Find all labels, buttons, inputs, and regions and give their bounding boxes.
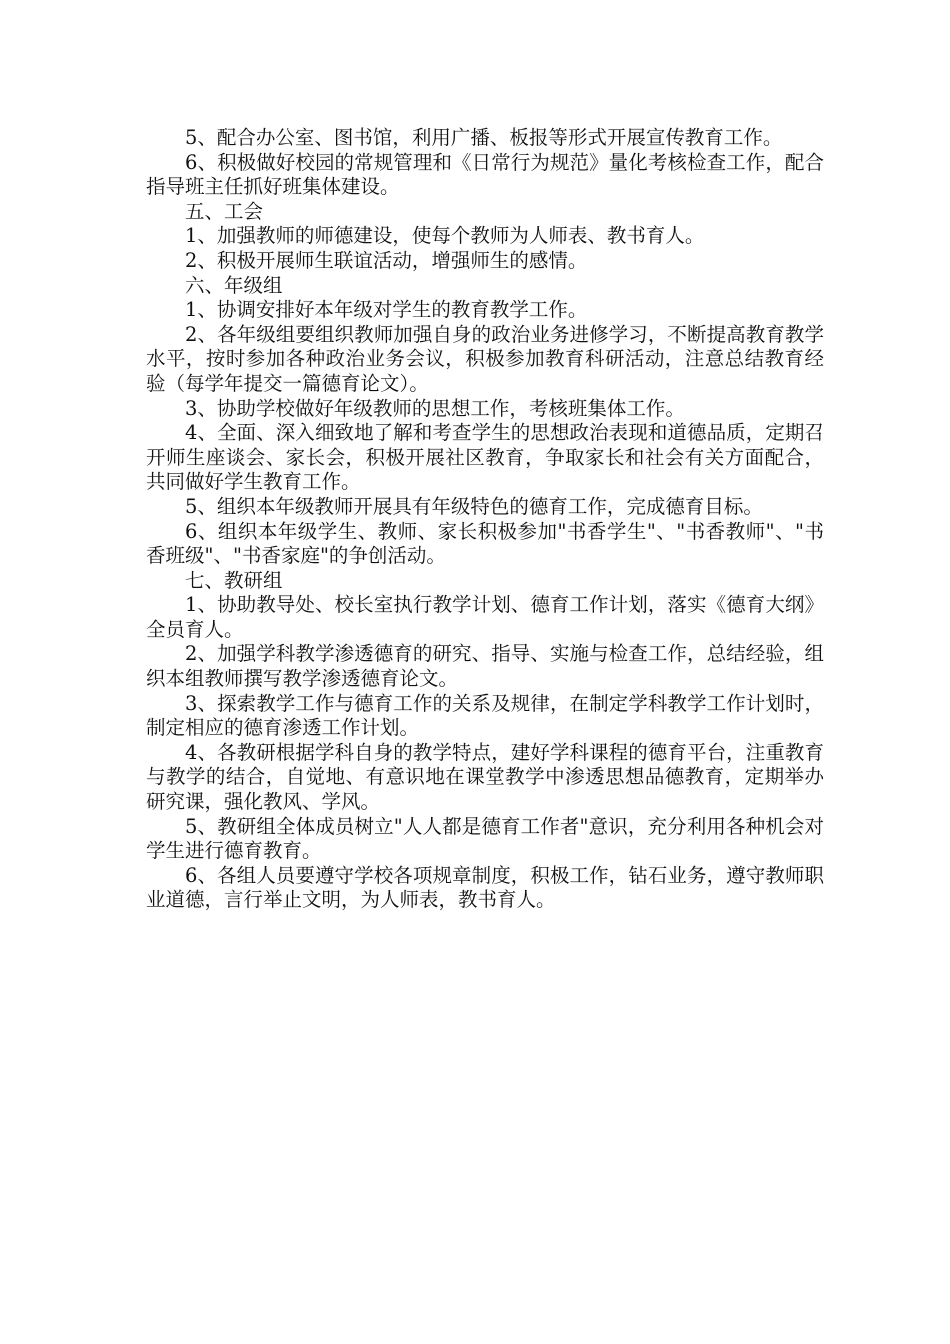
paragraph-research-item-4: 4、各教研根据学科自身的教学特点，建好学科课程的德育平台，注重教育与教学的结合，自觉地、有意识地在课堂教学中渗透思想品德教育，定期举办研究课，强化教风、学风。 (146, 740, 824, 814)
paragraph-research-item-5: 5、教研组全体成员树立"人人都是德育工作者"意识，充分利用各种机会对学生进行德育教育。 (146, 814, 824, 863)
document-body (146, 126, 824, 913)
paragraph-grade-item-4: 4、全面、深入细致地了解和考查学生的思想政治表现和道德品质，定期召开师生座谈会、家长会，积极开展社区教育，争取家长和社会有关方面配合，共同做好学生教育工作。 (146, 421, 824, 494)
paragraph-research-item-1: 1、协助教导处、校长室执行教学计划、德育工作计划，落实《德育大纲》全员育人。 (146, 593, 824, 641)
section-heading-union: 五、工会 (185, 199, 264, 223)
section-heading-grade-group: 六、年级组 (185, 273, 283, 297)
paragraph-grade-item-2: 2、各年级组要组织教师加强自身的政治业务进修学习，不断提高教育教学水平，按时参加各种政治业务会议，积极参加教育科研活动，注意总结教育经验（每学年提交一篇德育论文）。 (146, 322, 824, 395)
paragraph-grade-item-3: 3、协助学校做好年级教师的思想工作，考核班集体工作。 (185, 396, 685, 420)
section-heading-teaching-research: 七、教研组 (185, 568, 283, 592)
paragraph-grade-item-5: 5、组织本年级教师开展具有年级特色的德育工作，完成德育目标。 (185, 494, 763, 518)
paragraph-research-item-2: 2、加强学科教学渗透德育的研究、指导、实施与检查工作，总结经验，组织本组教师撰写教学渗透德育论文。 (146, 642, 824, 691)
paragraph-item-5-publicity: 5、配合办公室、图书馆，利用广播、板报等形式开展宣传教育工作。 (185, 126, 783, 149)
paragraph-grade-item-6: 6、组织本年级学生、教师、家长积极参加"书香学生"、"书香教师"、"书香班级"、"书香家庭"的争创活动。 (146, 519, 824, 568)
paragraph-union-item-1: 1、加强教师的师德建设，使每个教师为人师表、教书育人。 (185, 224, 705, 248)
paragraph-research-item-6: 6、各组人员要遵守学校各项规章制度，积极工作，钻石业务，遵守教师职业道德，言行举止文明，为人师表，教书育人。 (146, 863, 824, 912)
paragraph-grade-item-1: 1、协调安排好本年级对学生的教育教学工作。 (185, 298, 588, 322)
paragraph-item-6-campus-management: 6、积极做好校园的常规管理和《日常行为规范》量化考核检查工作，配合指导班主任抓好班集体建设。 (146, 150, 824, 199)
paragraph-union-item-2: 2、积极开展师生联谊活动，增强师生的感情。 (185, 248, 588, 272)
paragraph-research-item-3: 3、探索教学工作与德育工作的关系及规律，在制定学科教学工作计划时，制定相应的德育渗透工作计划。 (146, 691, 824, 740)
